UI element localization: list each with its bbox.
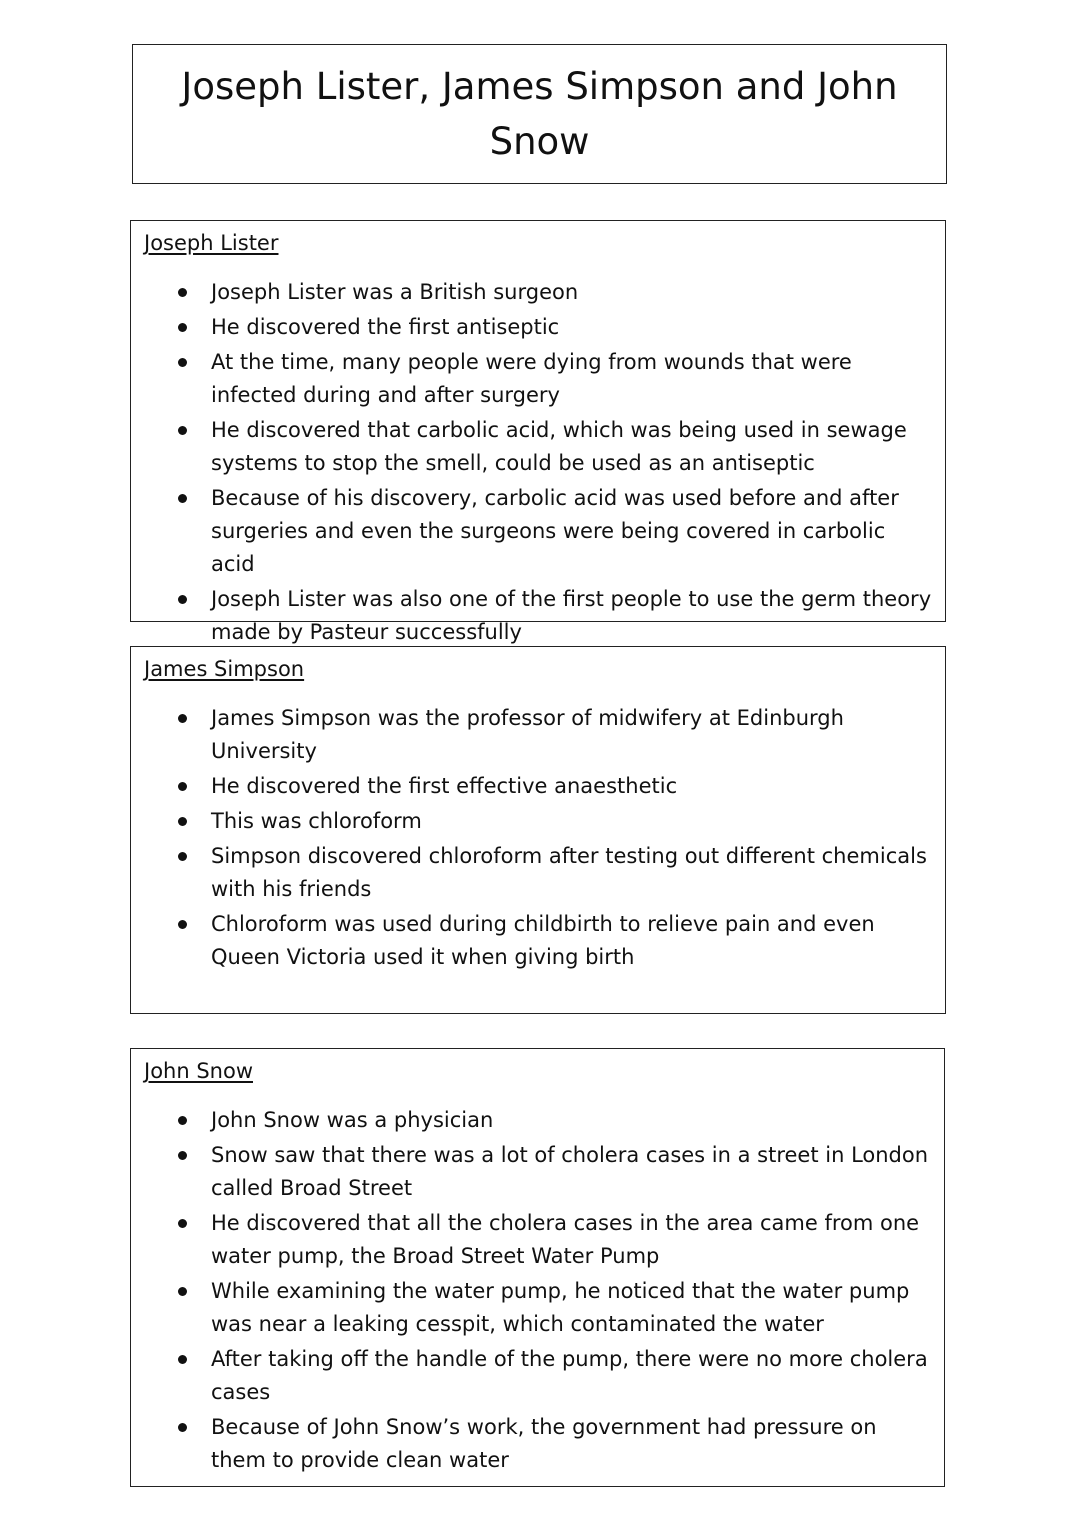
list-item-text: He discovered the first effective anaesthetic: [211, 774, 678, 798]
bullet-list: [131, 1104, 944, 1479]
list-item-text: Because of his discovery, carbolic acid was used before and after surgeries and even the surgeons were being covered in carbolic acid: [211, 486, 899, 576]
section-heading: James Simpson: [144, 657, 305, 681]
list-item-text: While examining the water pump, he noticed that the water pump was near a leaking cesspit, which contaminated the water: [211, 1279, 910, 1336]
bullet-icon: [178, 714, 187, 723]
list-item: [131, 1275, 944, 1341]
bullet-icon: [178, 358, 187, 367]
list-item-text: James Simpson was the professor of midwifery at Edinburgh University: [211, 706, 844, 763]
list-item-text: He discovered that carbolic acid, which was being used in sewage systems to stop the smell, could be used as an antiseptic: [211, 418, 907, 475]
bullet-list: [131, 276, 945, 651]
section-heading: John Snow: [144, 1059, 253, 1083]
title-box: [132, 44, 947, 184]
list-item-text: He discovered that all the cholera cases in the area came from one water pump, the Broad Street Water Pump: [211, 1211, 920, 1268]
list-item: [131, 482, 945, 581]
bullet-icon: [178, 323, 187, 332]
list-item-text: At the time, many people were dying from wounds that were infected during and after surgery: [211, 350, 852, 407]
bullet-icon: [178, 288, 187, 297]
section-joseph-lister: [130, 220, 946, 644]
bullet-icon: [178, 1287, 187, 1296]
list-item-text: Snow saw that there was a lot of cholera cases in a street in London called Broad Street: [211, 1143, 929, 1200]
list-item-text: Joseph Lister was a British surgeon: [211, 280, 579, 304]
list-item-text: This was chloroform: [211, 809, 422, 833]
section-john-snow: [130, 1048, 945, 1487]
list-item-text: John Snow was a physician: [211, 1108, 494, 1132]
bullet-icon: [178, 1151, 187, 1160]
list-item: [131, 702, 945, 768]
list-item-text: He discovered the first antiseptic: [211, 315, 560, 339]
bullet-icon: [178, 426, 187, 435]
bullet-icon: [178, 1219, 187, 1228]
bullet-icon: [178, 595, 187, 604]
list-item: [131, 276, 945, 309]
list-item: [131, 805, 945, 838]
bullet-icon: [178, 782, 187, 791]
list-item: [131, 583, 945, 649]
list-item: [131, 1139, 944, 1205]
list-item-text: Simpson discovered chloroform after testing out different chemicals with his friends: [211, 844, 927, 901]
list-item: [131, 1411, 944, 1477]
bullet-icon: [178, 1116, 187, 1125]
section-heading: Joseph Lister: [144, 231, 279, 255]
list-item: [131, 1343, 944, 1409]
list-item-text: After taking off the handle of the pump, there were no more cholera cases: [211, 1347, 928, 1404]
bullet-list: [131, 702, 945, 976]
list-item: [131, 311, 945, 344]
bullet-icon: [178, 852, 187, 861]
section-james-simpson: [130, 646, 946, 1014]
list-item-text: Because of John Snow’s work, the government had pressure on them to provide clean water: [211, 1415, 877, 1472]
page-title: Joseph Lister, James Simpson and John Snow: [181, 65, 898, 163]
bullet-icon: [178, 817, 187, 826]
list-item-text: Joseph Lister was also one of the first people to use the germ theory made by Pasteur successfully: [211, 587, 932, 644]
bullet-icon: [178, 1355, 187, 1364]
bullet-icon: [178, 1423, 187, 1432]
list-item: [131, 346, 945, 412]
list-item: [131, 1207, 944, 1273]
bullet-icon: [178, 494, 187, 503]
list-item: [131, 840, 945, 906]
list-item: [131, 1104, 944, 1137]
list-item-text: Chloroform was used during childbirth to relieve pain and even Queen Victoria used it when giving birth: [211, 912, 875, 969]
list-item: [131, 908, 945, 974]
bullet-icon: [178, 920, 187, 929]
list-item: [131, 770, 945, 803]
list-item: [131, 414, 945, 480]
